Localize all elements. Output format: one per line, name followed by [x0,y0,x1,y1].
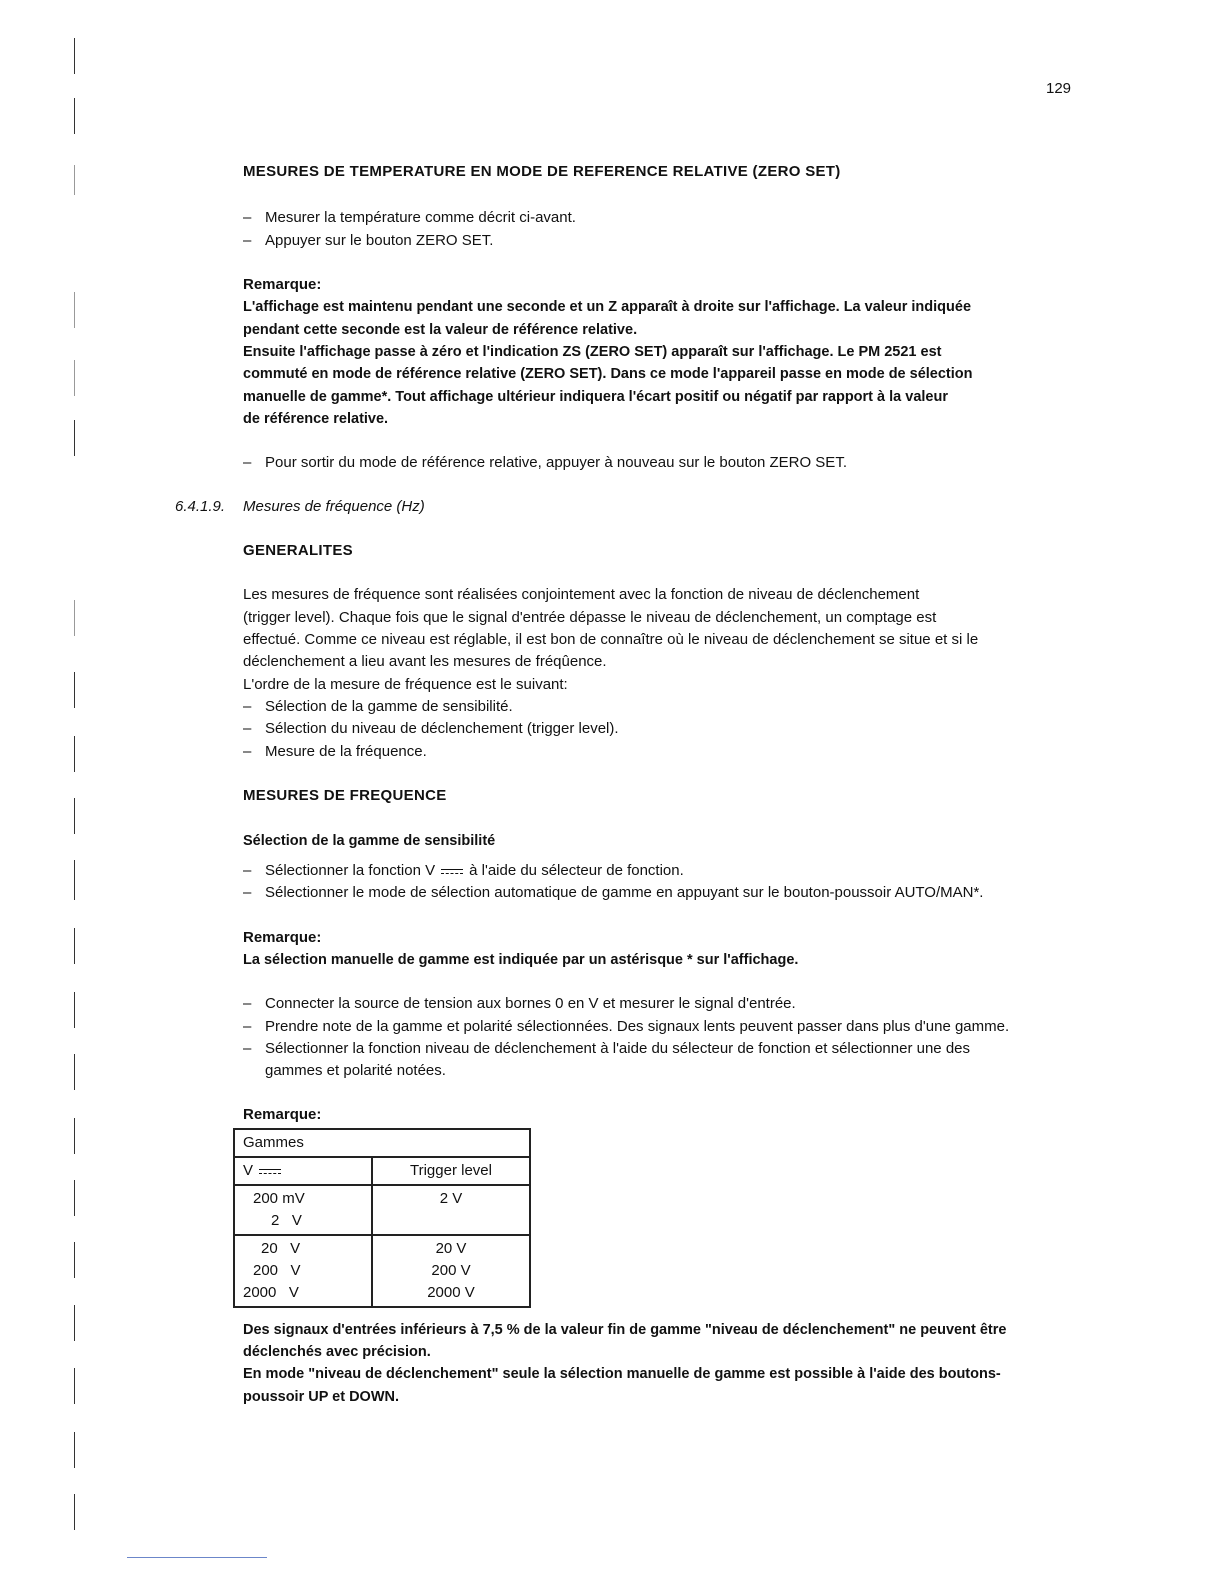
mesures-frequence-heading: MESURES DE FREQUENCE [243,787,447,804]
paragraph-line: déclenchement a lieu avant les mesures de fréqûence. [243,653,607,670]
list-item: – Connecter la source de tension aux bornes 0 en V et mesurer le signal d'entrée. [243,995,796,1012]
footer-rule [127,1557,267,1558]
margin-mark [74,1432,75,1468]
margin-mark [74,736,75,772]
page-number: 129 [1046,80,1072,97]
dc-symbol-icon [439,866,465,876]
margin-mark [74,600,75,636]
margin-mark [74,1305,75,1341]
table-caption: Gammes [234,1129,530,1157]
table-row [234,1235,530,1307]
table-cell: 2 V [372,1185,530,1235]
list-item: – Mesure de la fréquence. [243,743,427,760]
list-item: – Sélection de la gamme de sensibilité. [243,698,513,715]
footer-note: déclenchés avec précision. [243,1344,431,1360]
footer-note: Des signaux d'entrées inférieurs à 7,5 % de la valeur fin de gamme "niveau de déclenchement" ne peuvent être [243,1322,1007,1338]
list-item: – Sélectionner le mode de sélection automatique de gamme en appuyant sur le bouton-poussoir AUTO/MAN*. [243,884,984,901]
table-cell: 20 V 200 V 2000 V [234,1235,372,1307]
margin-mark [74,292,75,328]
remark-line: pendant cette seconde est la valeur de référence relative. [243,322,638,338]
margin-mark [74,1242,75,1278]
table-row [234,1129,530,1157]
remark-label: Remarque: [243,929,322,946]
section-title: Mesures de fréquence (Hz) [243,498,425,515]
list-item: – Sélectionner la fonction niveau de déclenchement à l'aide du sélecteur de fonction et sélectionner une des [243,1040,970,1057]
margin-mark [74,420,75,456]
remark-line: de référence relative. [243,411,389,427]
table-header-trigger: Trigger level [372,1157,530,1185]
list-item: – Sélection du niveau de déclenchement (trigger level). [243,720,619,737]
margin-mark [74,928,75,964]
paragraph-line: (trigger level). Chaque fois que le signal d'entrée dépasse le niveau de déclenchement, un comptage est [243,609,937,626]
table-row [234,1185,530,1235]
margin-mark [74,1368,75,1404]
list-item: – Pour sortir du mode de référence relative, appuyer à nouveau sur le bouton ZERO SET. [243,454,847,471]
remark-line: commuté en mode de référence relative (ZERO SET). Dans ce mode l'appareil passe en mode de sélection [243,366,973,382]
paragraph-line: L'ordre de la mesure de fréquence est le suivant: [243,676,568,693]
remark-line: Ensuite l'affichage passe à zéro et l'indication ZS (ZERO SET) apparaît sur l'affichage. Le PM 2521 est [243,344,942,360]
table-row [234,1157,530,1185]
remark-line: manuelle de gamme*. Tout affichage ultérieur indiquera l'écart positif ou négatif par rapport à la valeur [243,389,948,405]
margin-mark [74,992,75,1028]
list-item-continuation: gammes et polarité notées. [265,1062,446,1079]
zero-set-heading: MESURES DE TEMPERATURE EN MODE DE REFERENCE RELATIVE (ZERO SET) [243,163,841,180]
margin-mark [74,360,75,396]
remark-label: Remarque: [243,276,322,293]
footer-note: poussoir UP et DOWN. [243,1389,400,1405]
table-cell: 200 mV 2 V [234,1185,372,1235]
generalites-heading: GENERALITES [243,542,353,559]
margin-mark [74,38,75,74]
margin-mark [74,1054,75,1090]
margin-mark [74,1118,75,1154]
dc-symbol-icon [257,1166,283,1176]
margin-mark [74,672,75,708]
list-item: – Appuyer sur le bouton ZERO SET. [243,232,494,249]
subheading: Sélection de la gamme de sensibilité [243,833,496,849]
paragraph-line: Les mesures de fréquence sont réalisées conjointement avec la fonction de niveau de déclenchement [243,586,920,603]
remark-label: Remarque: [243,1106,322,1123]
list-item: – Mesurer la température comme décrit ci-avant. [243,209,576,226]
list-item: – Prendre note de la gamme et polarité sélectionnées. Des signaux lents peuvent passer dans plus d'une gamme. [243,1018,1010,1035]
margin-mark [74,798,75,834]
margin-mark [74,1494,75,1530]
list-item: – Sélectionner la fonction V à l'aide du sélecteur de fonction. [243,862,684,879]
margin-mark [74,860,75,900]
section-number: 6.4.1.9. [175,498,226,515]
gammes-table [233,1128,531,1308]
table-cell: 20 V 200 V 2000 V [372,1235,530,1307]
table-header-v: V [234,1157,372,1185]
margin-mark [74,1180,75,1216]
remark-line: L'affichage est maintenu pendant une seconde et un Z apparaît à droite sur l'affichage. La valeur indiquée [243,299,972,315]
margin-mark [74,165,75,195]
paragraph-line: effectué. Comme ce niveau est réglable, il est bon de connaître où le niveau de déclenchement se situe et si le [243,631,979,648]
margin-mark [74,98,75,134]
remark-text: La sélection manuelle de gamme est indiquée par un astérisque * sur l'affichage. [243,952,799,968]
footer-note: En mode "niveau de déclenchement" seule la sélection manuelle de gamme est possible à l'aide des boutons- [243,1366,1001,1382]
